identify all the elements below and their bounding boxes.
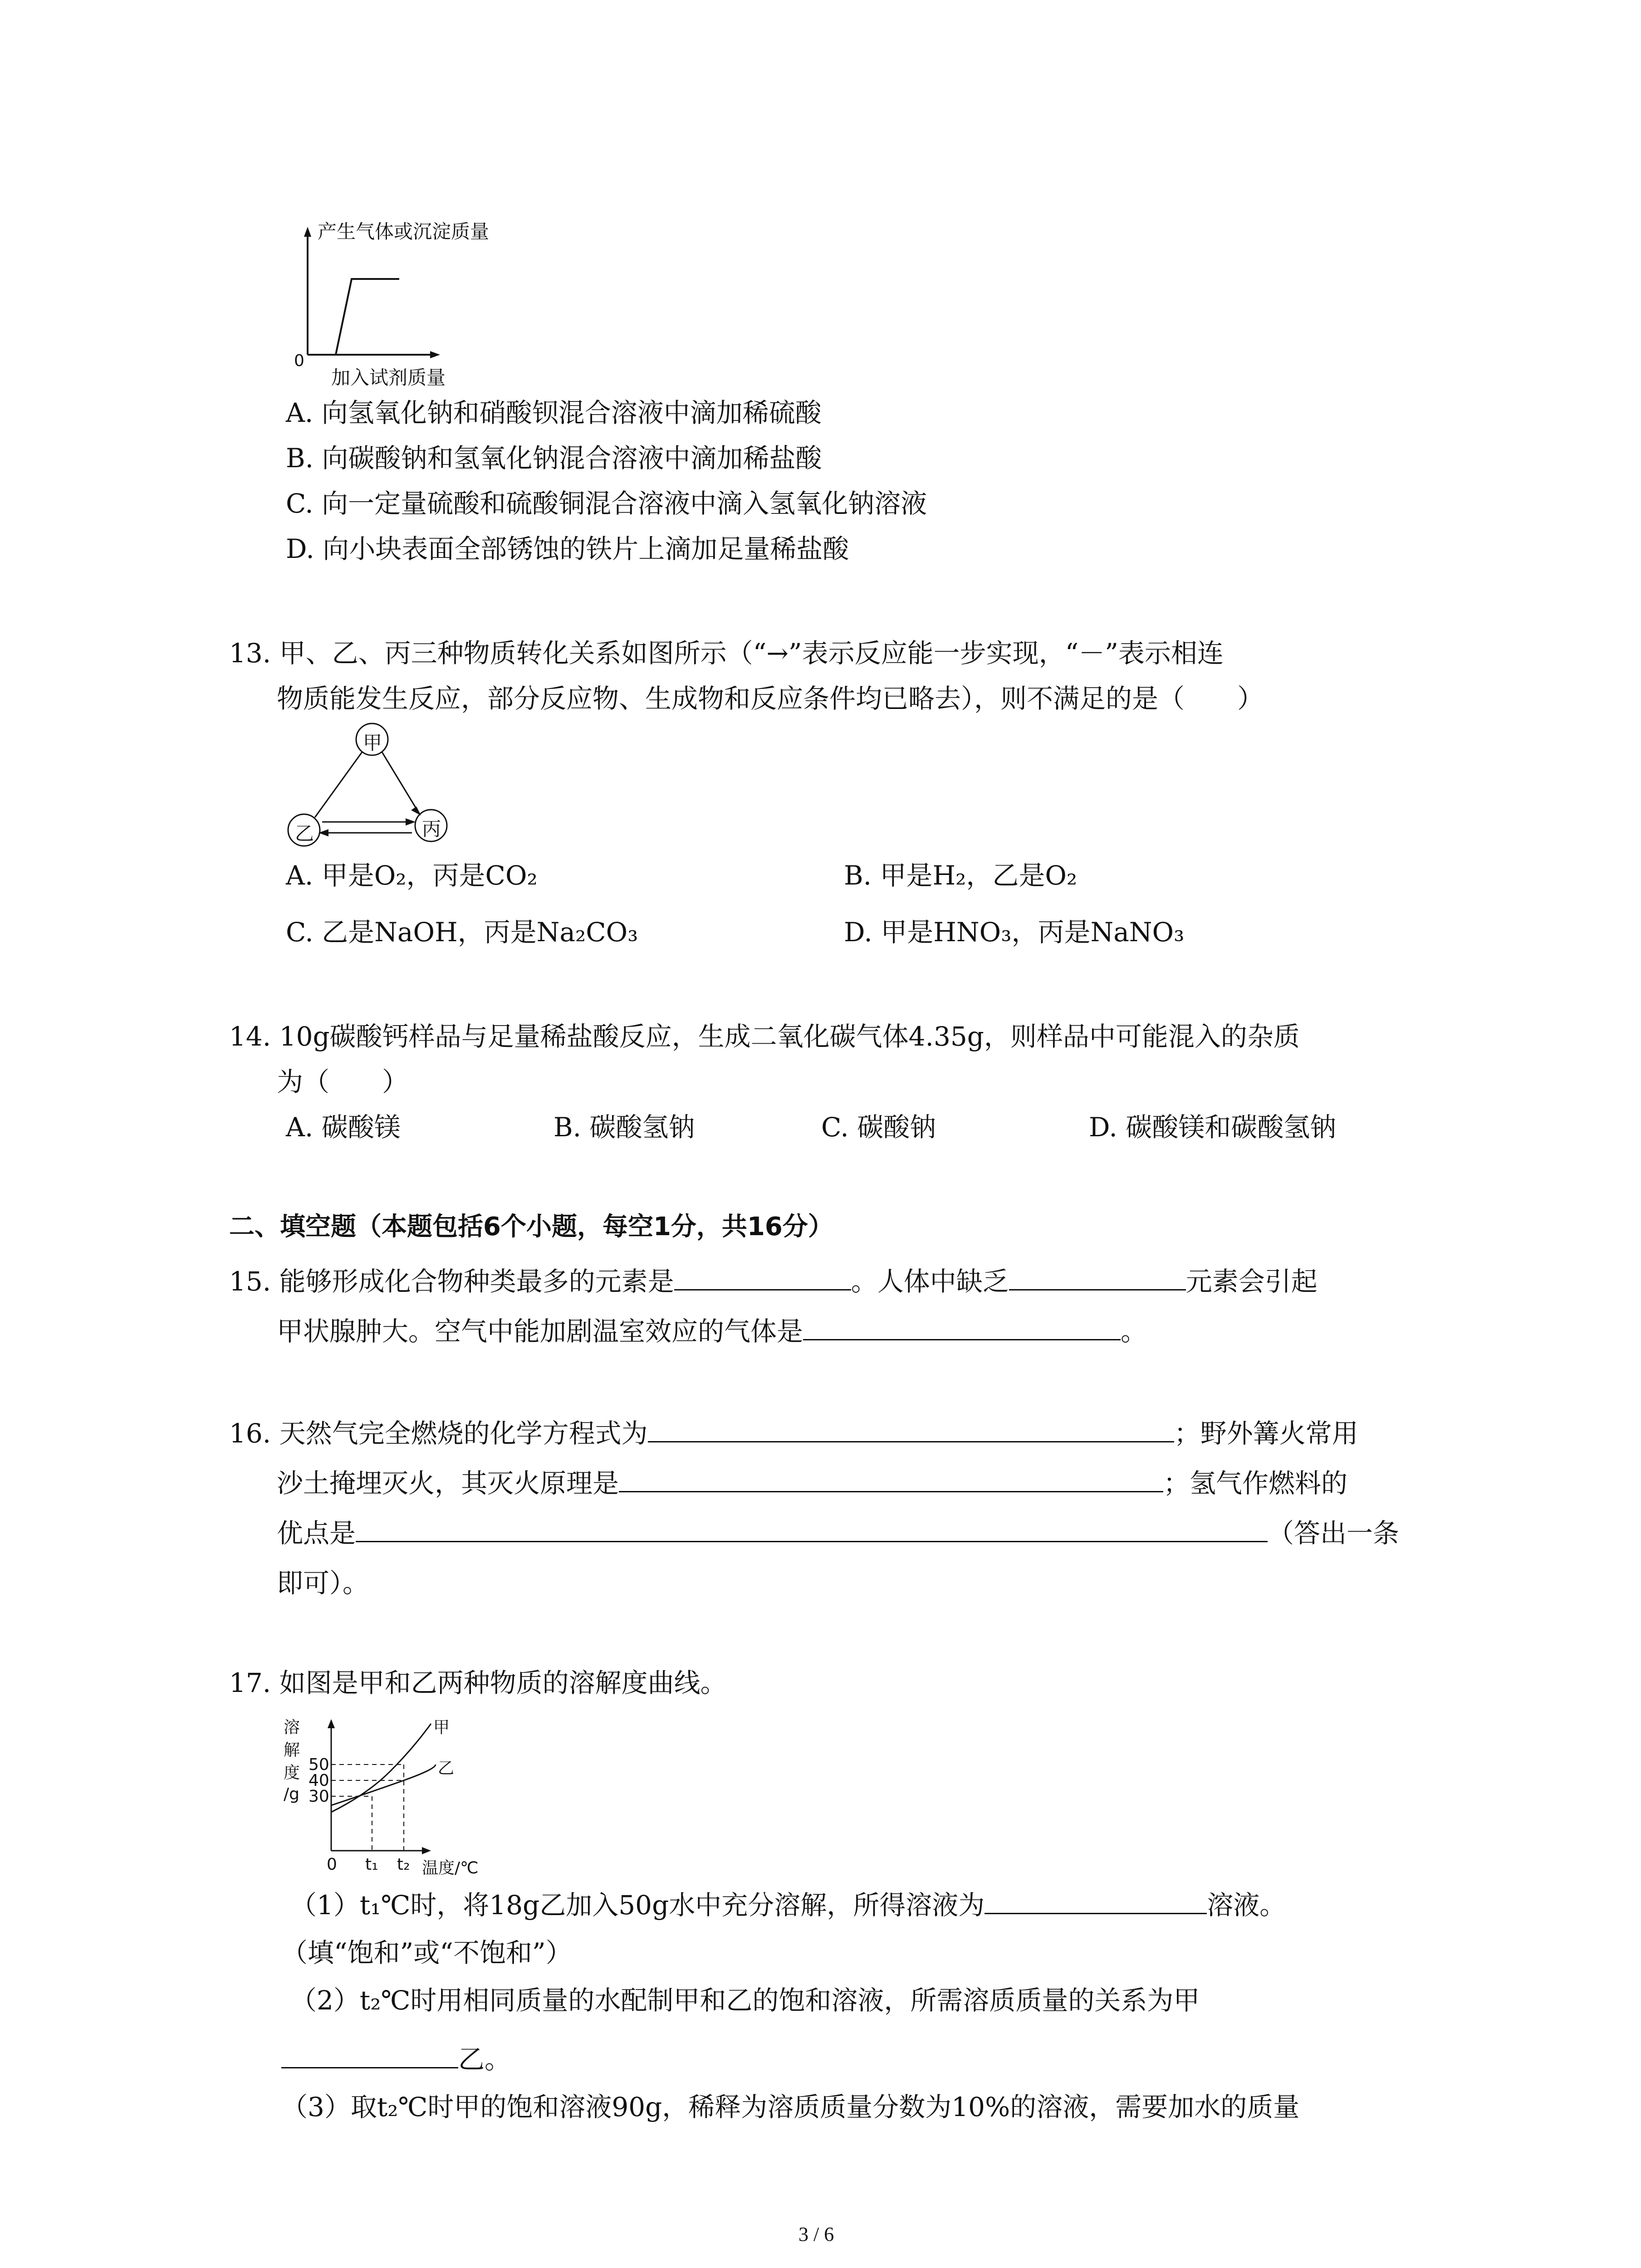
q12-option-c: C. 向一定量硫酸和硫酸铜混合溶液中滴入氢氧化钠溶液 — [286, 488, 927, 519]
q16-text-1: 16. 天然气完全燃烧的化学方程式为 — [229, 1418, 648, 1449]
q16-line3 — [277, 1510, 1399, 1556]
q12-option-b: B. 向碳酸钠和氢氧化钠混合溶液中滴加稀盐酸 — [286, 443, 822, 474]
q17-intro: 17. 如图是甲和乙两种物质的溶解度曲线。 — [229, 1667, 727, 1698]
q13-stem-line2: 物质能发生反应，部分反应物、生成物和反应条件均已略去），则不满足的是（ ） — [277, 683, 1264, 714]
q16-text-5: 优点是 — [277, 1518, 356, 1549]
q16-blank-2[interactable] — [619, 1465, 1163, 1492]
q17-sub3-line1: （3）取t₂℃时甲的饱和溶液90g，稀释为溶质质量分数为10%的溶液，需要加水的质量 — [281, 2092, 1300, 2122]
q13-option-d: D. 甲是HNO₃，丙是NaNO₃ — [844, 917, 1185, 948]
q12-chart-origin: 0 — [294, 352, 304, 370]
q15-text-5: 。 — [1121, 1316, 1147, 1347]
q16-text-4: ；氢气作燃料的 — [1163, 1468, 1348, 1499]
q17-ytick-50: 50 — [309, 1755, 329, 1774]
q12-option-d: D. 向小块表面全部锈蚀的铁片上滴加足量稀盐酸 — [286, 533, 849, 564]
q13-option-a: A. 甲是O₂，丙是CO₂ — [286, 860, 538, 891]
q15-line2 — [277, 1309, 1147, 1354]
q17-blank-2[interactable] — [281, 2041, 458, 2068]
q14-stem-line1: 14. 10g碳酸钙样品与足量稀盐酸反应，生成二氧化碳气体4.35g，则样品中可能混入的杂质 — [229, 1021, 1300, 1052]
q14-stem-line2: 为（ ） — [277, 1066, 409, 1097]
q17-xtick-t2: t₂ — [397, 1855, 410, 1874]
q14-option-d: D. 碳酸镁和碳酸氢钠 — [1089, 1112, 1337, 1143]
q17-xlabel: 温度/℃ — [422, 1859, 479, 1877]
q17-origin: 0 — [327, 1855, 337, 1874]
q16-line1 — [229, 1411, 1358, 1456]
q14-option-b: B. 碳酸氢钠 — [554, 1112, 695, 1143]
q17-ytick-30: 30 — [309, 1787, 329, 1806]
q17-ylabel-3: 度 — [284, 1764, 300, 1782]
q13-option-c: C. 乙是NaOH，丙是Na₂CO₃ — [286, 917, 638, 948]
q17-sub2-tail: 乙。 — [458, 2044, 511, 2075]
section-2-title: 二、填空题（本题包括6个小题，每空1分，共16分） — [229, 1212, 833, 1242]
q13-node-bing: 丙 — [422, 818, 441, 840]
q17-blank-1[interactable] — [985, 1887, 1207, 1914]
q15-blank-1[interactable] — [674, 1263, 851, 1290]
q16-text-2: ；野外篝火常用 — [1174, 1418, 1358, 1449]
q13-stem-line1: 13. 甲、乙、丙三种物质转化关系如图所示（“→”表示反应能一步实现，“－”表示相连 — [229, 638, 1224, 669]
q16-line2 — [277, 1461, 1347, 1506]
q15-blank-3[interactable] — [803, 1313, 1121, 1340]
q17-ylabel-1: 溶 — [284, 1718, 300, 1737]
q16-text-3: 沙土掩埋灭火，其灭火原理是 — [277, 1468, 619, 1499]
q17-sub2-line2 — [281, 2037, 511, 2082]
q14-option-c: C. 碳酸钠 — [821, 1112, 936, 1143]
q16-text-6: （答出一条 — [1268, 1518, 1400, 1549]
q17-sub1-text: （1）t₁℃时，将18g乙加入50g水中充分溶解，所得溶液为 — [290, 1890, 985, 1921]
q16-blank-1[interactable] — [648, 1415, 1174, 1442]
q14-option-a: A. 碳酸镁 — [286, 1112, 401, 1143]
q17-sub1-line1 — [290, 1882, 1286, 1928]
q15-line1 — [229, 1259, 1318, 1304]
q17-sub1-line2: （填“饱和”或“不饱和”） — [281, 1937, 572, 1968]
q12-chart-xlabel: 加入试剂质量 — [331, 367, 446, 389]
q15-text-1: 15. 能够形成化合物种类最多的元素是 — [229, 1266, 674, 1297]
q17-ytick-40: 40 — [309, 1771, 329, 1790]
q12-option-a: A. 向氢氧化钠和硝酸钡混合溶液中滴加稀硫酸 — [286, 397, 822, 428]
q17-ylabel-2: 解 — [284, 1741, 300, 1760]
q13-node-jia: 甲 — [363, 732, 382, 754]
q16-line4: 即可）。 — [277, 1568, 369, 1598]
q17-series-yi: 乙 — [438, 1759, 455, 1778]
page-number: 3 / 6 — [798, 2223, 834, 2245]
q17-series-jia: 甲 — [433, 1718, 450, 1737]
q13-node-yi: 乙 — [295, 822, 314, 845]
q13-option-b: B. 甲是H₂，乙是O₂ — [844, 860, 1078, 891]
q16-blank-3[interactable] — [356, 1515, 1268, 1542]
q15-text-2: 。人体中缺乏 — [851, 1266, 1009, 1297]
q15-text-4: 甲状腺肿大。空气中能加剧温室效应的气体是 — [277, 1316, 803, 1347]
q15-text-3: 元素会引起 — [1185, 1266, 1318, 1297]
q17-ylabel-4: /g — [284, 1785, 299, 1804]
q12-chart — [290, 222, 454, 372]
q15-blank-2[interactable] — [1009, 1263, 1186, 1290]
q17-sub2-line1: （2）t₂℃时用相同质量的水配制甲和乙的饱和溶液，所需溶质质量的关系为甲 — [290, 1985, 1200, 2016]
q17-sub1-tail: 溶液。 — [1207, 1890, 1286, 1921]
q17-xtick-t1: t₁ — [365, 1855, 378, 1874]
q12-chart-ylabel: 产生气体或沉淀质量 — [318, 220, 490, 243]
